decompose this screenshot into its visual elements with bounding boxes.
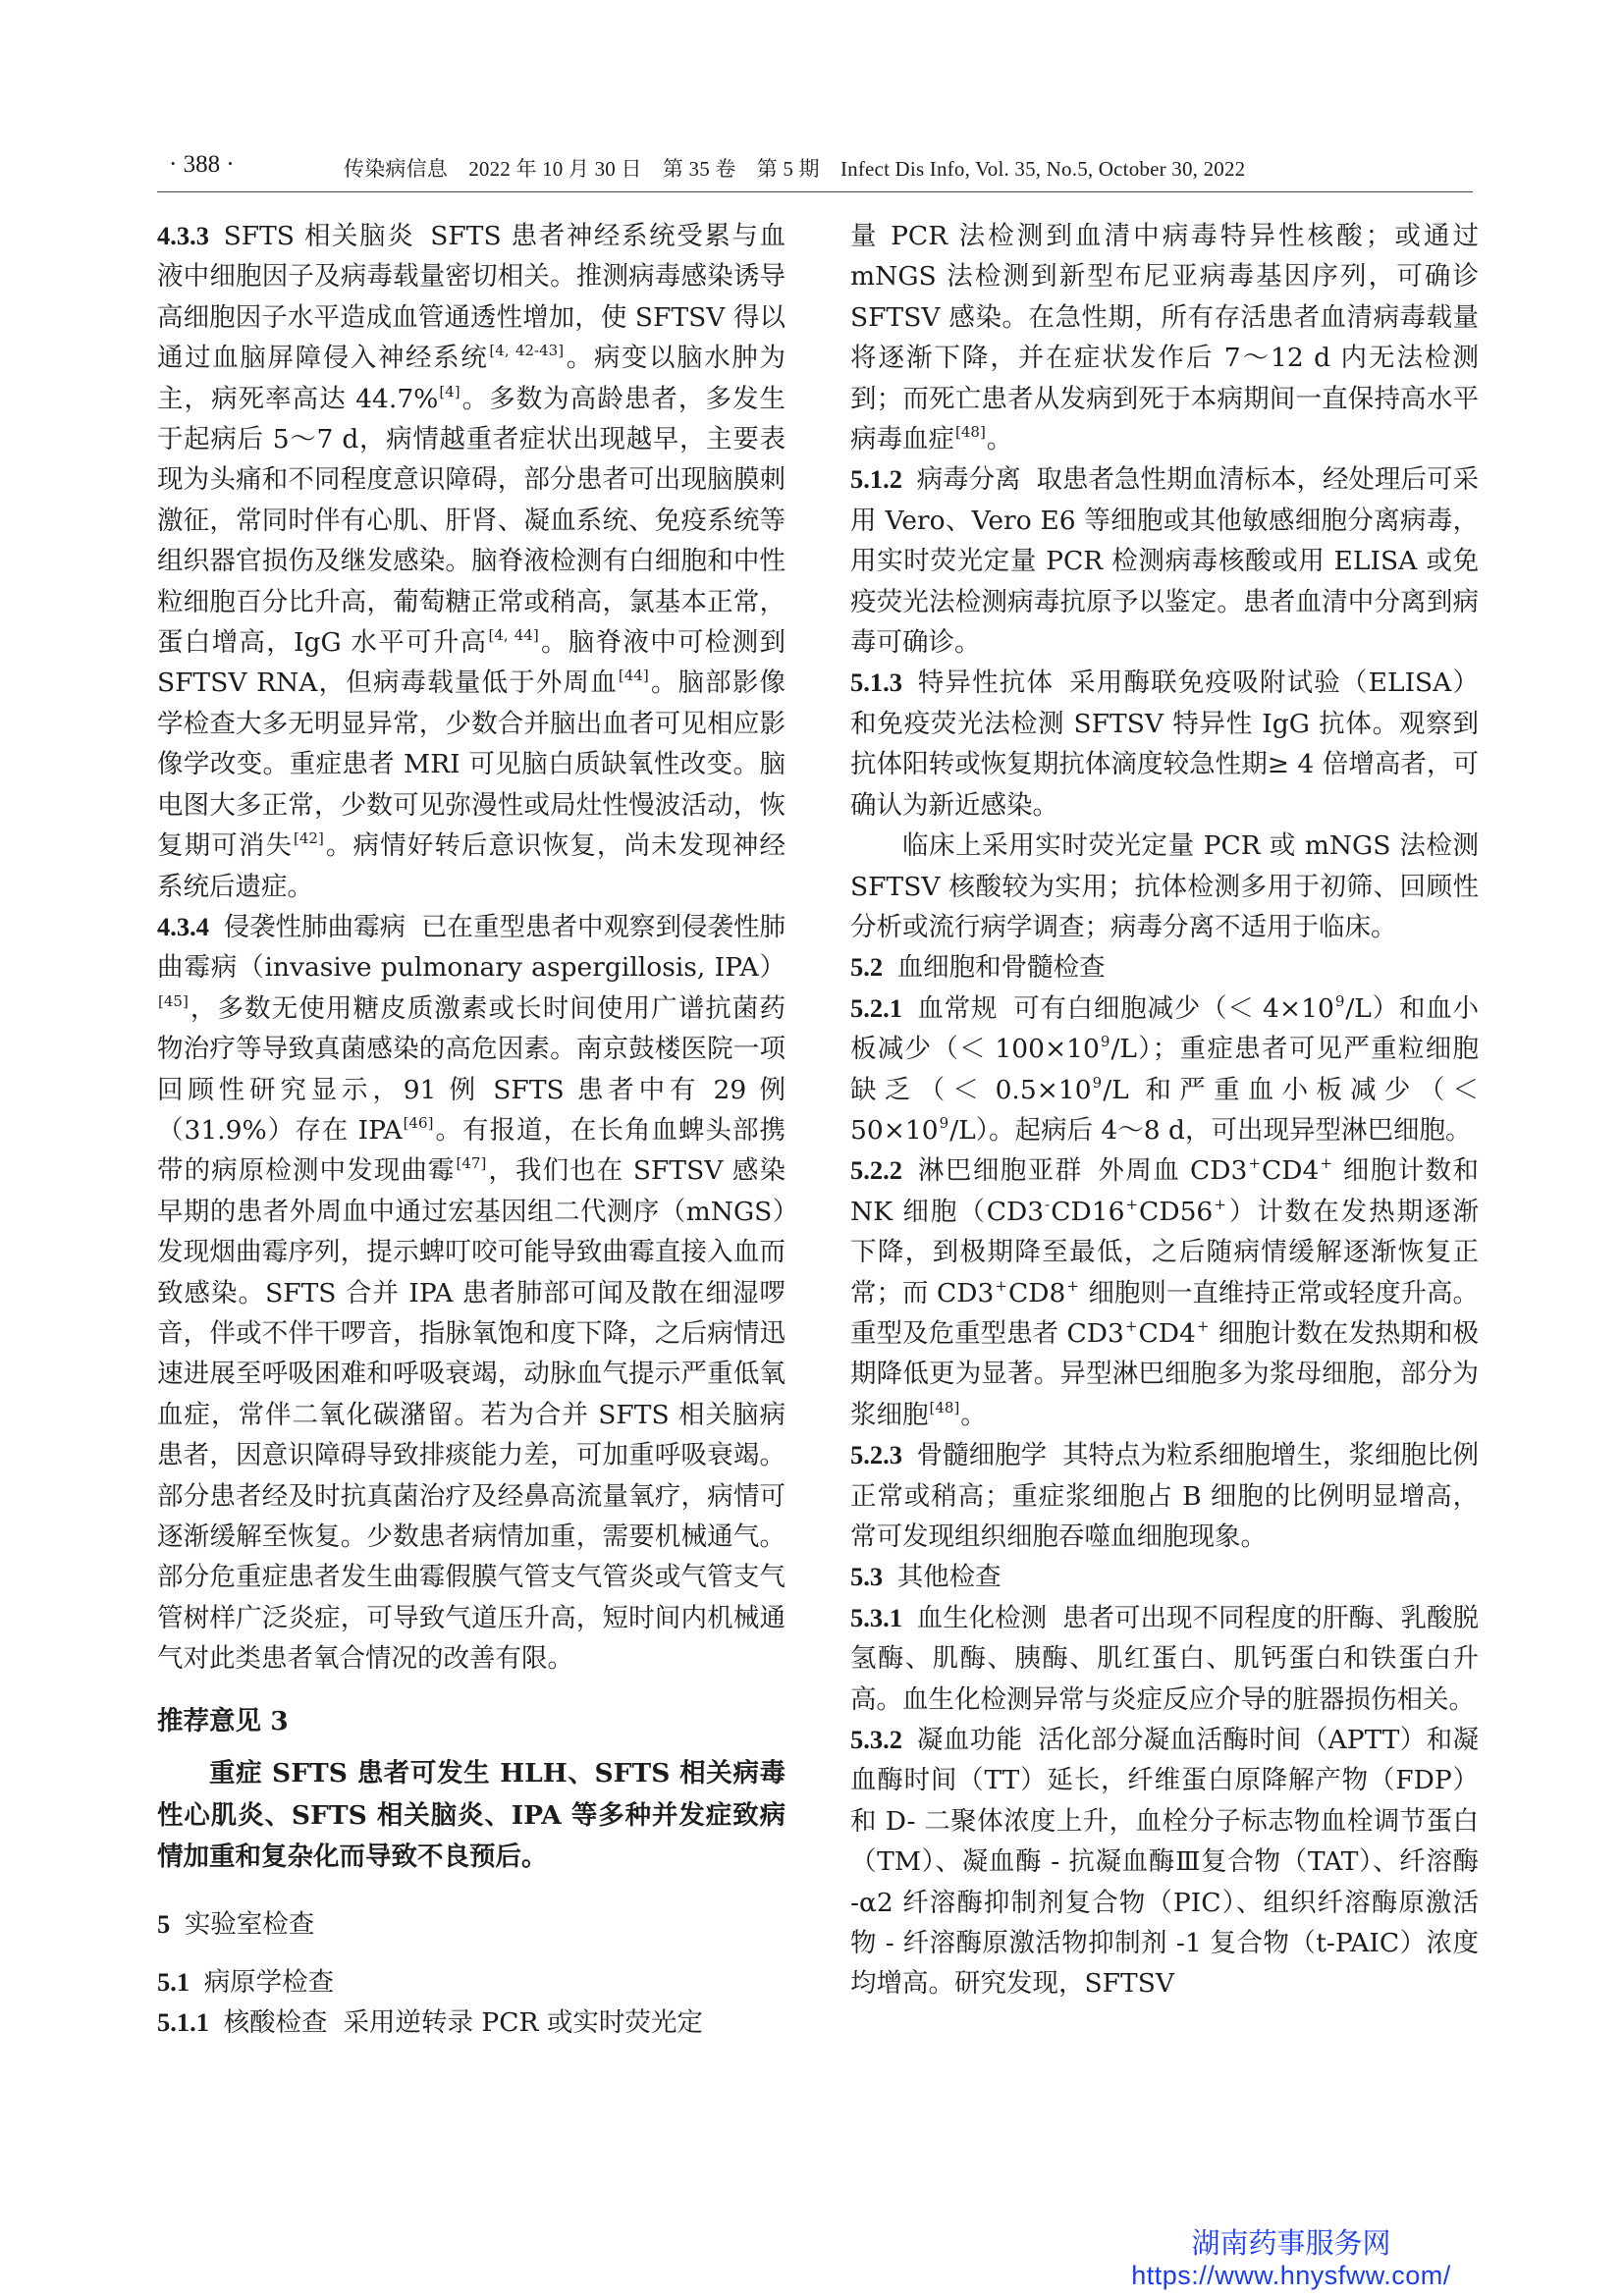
section-5-2-2: 5.2.2 淋巴细胞亚群 外周血 CD3+CD4+ 细胞计数和 NK 细胞（CD3-CD16+CD56+）计数在发热期逐渐下降，到极期降至最低，之后随病情缓解逐渐恢复正常；而 CD3+CD8+ 细胞则一直维持正常或轻度升高。重型及危重型患者 CD3+CD4+ 细胞计数在发热期和极期降低更为显著。异型淋巴细胞多为浆母细胞，部分为浆细胞[48]。 [850, 1154, 1480, 1430]
section-title: 骨髓细胞学 [916, 1440, 1048, 1471]
watermark-url: https://www.hnysfww.com/ [1131, 2261, 1451, 2290]
section-title: 血常规 [916, 992, 999, 1024]
citation: [47] [456, 1154, 487, 1173]
section-5-3-2: 5.3.2 凝血功能 活化部分凝血活酶时间（APTT）和凝血酶时间（TT）延长，纤维蛋白原降解产物（FDP）和 D- 二聚体浓度上升，血栓分子标志物血栓调节蛋白（TM）、凝血酶 - 抗凝血酶Ⅲ复合物（TAT）、纤溶酶 -α2 纤溶酶抑制剂复合物（PIC）、组织纤溶酶原激活物 - 纤溶酶原激活物抑制剂 -1 复合物（t-PAIC）浓度均增高。研究发现，SFTSV [850, 1725, 1480, 2000]
section-title: 淋巴细胞亚群 [916, 1155, 1083, 1187]
section-5-1-3: 5.1.3 特异性抗体 采用酶联免疫吸附试验（ELISA）和免疫荧光法检测 SFTSV 特异性 IgG 抗体。观察到抗体阳转或恢复期抗体滴度较急性期≥ 4 倍增高者，可确认为新近感染。 [850, 667, 1480, 821]
section-5-1-2: 5.1.2 病毒分离 取患者急性期血清标本，经处理后可采用 Vero、Vero E6 等细胞或其他敏感细胞分离病毒，用实时荧光定量 PCR 检测病毒核酸或用 ELISA 或免疫荧光法检测病毒抗原予以鉴定。患者血清中分离到病毒可确诊。 [850, 464, 1480, 659]
section-title: 病毒分离 [916, 464, 1021, 496]
citation: [45] [158, 991, 189, 1010]
section-4-3-3: 4.3.3 SFTS 相关脑炎 SFTS 患者神经系统受累与血液中细胞因子及病毒载量密切相关。推测病毒感染诱导高细胞因子水平造成血管通透性增加，使 SFTSV 得以通过血脑屏障侵入神经系统[4, 42-43]。病变以脑水肿为主，病死率高达 44.7%[4]。多数为高龄患者，多发生于起病后 5～7 d，病情越重者症状出现越早，主要表现为头痛和不同程度意识障碍，部分患者可出现脑膜刺激征，常同时伴有心肌、肝肾、凝血系统、免疫系统等组织器官损伤及继发感染。脑脊液检测有白细胞和中性粒细胞百分比升高，葡萄糖正常或稍高，氯基本正常，蛋白增高，IgG 水平可升高[4, 44]。脑脊液中可检测到 SFTSV RNA，但病毒载量低于外周血[44]。脑部影像学检查大多无明显异常，少数合并脑出血者可见相应影像学改变。重症患者 MRI 可见脑白质缺氧性改变。脑电图大多正常，少数可见弥漫性或局灶性慢波活动，恢复期可消失[42]。病情好转后意识恢复，尚未发现神经系统后遗症。 [157, 221, 786, 902]
section-title: 凝血功能 [916, 1725, 1023, 1756]
page-number: · 388 · [169, 151, 235, 178]
watermark-name: 湖南药事服务网 [1191, 2226, 1391, 2260]
section-title: 特异性抗体 [916, 667, 1055, 699]
citation: [44] [618, 667, 649, 685]
section-5-2-1: 5.2.1 血常规 可有白细胞减少（＜ 4×10$^9$/L）和血小板减少（＜ 100×10$^9$/L）；重症患者可见严重粒细胞缺乏（＜ 0.5×10$^9$/L 和严重血小板减少（＜ 50×10$^9$/L）。起病后 4～8 d，可出现异型淋巴细胞。 [850, 991, 1480, 1146]
right-column [850, 216, 1479, 2004]
section-title: 侵袭性肺曲霉病 [223, 911, 406, 942]
recommendation-body: 重症 SFTS 患者可发生 HLH、SFTS 相关病毒性心肌炎、SFTS 相关脑炎、IPA 等多种并发症致病情加重和复杂化而导致不良预后。 [157, 1758, 785, 1873]
citation: [4] [439, 382, 460, 400]
section-5-2-3: 5.2.3 骨髓细胞学 其特点为粒系细胞增生，浆细胞比例正常或稍高；重症浆细胞占 B 细胞的比例明显增高，常可发现组织细胞吞噬血细胞现象。 [850, 1440, 1480, 1552]
citation: [48] [955, 423, 986, 442]
section-5-3-heading: 5.3 其他检查 [850, 1562, 1001, 1593]
section-4-3-4: 4.3.4 侵袭性肺曲霉病 已在重型患者中观察到侵袭性肺曲霉病（invasive pulmonary aspergillosis, IPA）[45]，多数无使用糖皮质激素或长时间使用广谱抗菌药物治疗等导致真菌感染的高危因素。南京鼓楼医院一项回顾性研究显示，91 例 SFTS 患者中有 29 例（31.9%）存在 IPA[46]。有报道，在长角血蜱头部携带的病原检测中发现曲霉[47]，我们也在 SFTSV 感染早期的患者外周血中通过宏基因组二代测序（mNGS）发现烟曲霉序列，提示蜱叮咬可能导致曲霉直接入血而致感染。SFTS 合并 IPA 患者肺部可闻及散在细湿啰音，伴或不伴干啰音，指脉氧饱和度下降，之后病情迅速进展至呼吸困难和呼吸衰竭，动脉血气提示严重低氧血症，常伴二氧化碳潴留。若为合并 SFTS 相关脑病患者，因意识障碍导致排痰能力差，可加重呼吸衰竭。部分患者经及时抗真菌治疗及经鼻高流量氧疗，病情可逐渐缓解至恢复。少数患者病情加重，需要机械通气。部分危重症患者发生曲霉假膜气管支气管炎或气管支气管树样广泛炎症，可导致气道压升高，短时间内机械通气对此类患者氧合情况的改善有限。 [157, 911, 786, 1675]
citation: [42] [294, 829, 324, 848]
citation: [46] [403, 1113, 434, 1132]
section-5-1-heading: 5.1 病原学检查 [157, 1966, 335, 1998]
header-rule [157, 191, 1473, 192]
watermark [1075, 2226, 1507, 2291]
left-column [157, 216, 785, 2044]
section-title: 核酸检查 [223, 2007, 328, 2039]
section-title: SFTS 相关脑炎 [223, 221, 415, 251]
page-header [157, 147, 1473, 187]
section-5-1-1-continued: 量 PCR 法检测到血清中病毒特异性核酸；或通过 mNGS 法检测到新型布尼亚病毒基因序列，可确诊 SFTSV 感染。在急性期，所有存活患者血清病毒载量将逐渐下降，并在症状发作后 7～12 d 内无法检测到；而死亡患者从发病到死于本病期间一直保持高水平病毒血症[48]。 [850, 221, 1479, 455]
section-5-heading: 5 实验室检查 [157, 1908, 315, 1940]
citation: [4, 42-43] [489, 342, 565, 360]
recommendation-title: 推荐意见 3 [157, 1705, 289, 1736]
citation: [48] [929, 1398, 960, 1416]
section-5-3-1: 5.3.1 血生化检测 患者可出现不同程度的肝酶、乳酸脱氢酶、肌酶、胰酶、肌红蛋白、肌钙蛋白和铁蛋白升高。血生化检测异常与炎症反应介导的脏器损伤相关。 [850, 1602, 1480, 1715]
section-title: 血生化检测 [916, 1602, 1048, 1633]
section-5-1-1: 5.1.1 核酸检查 采用逆转录 PCR 或实时荧光定 [157, 2007, 703, 2039]
journal-info: 传染病信息 2022 年 10 月 30 日 第 35 卷 第 5 期 Infect Dis Info, Vol. 35, No.5, October 30, 2022 [344, 157, 1246, 181]
clinical-note-paragraph: 临床上采用实时荧光定量 PCR 或 mNGS 法检测 SFTSV 核酸较为实用；抗体检测多用于初筛、回顾性分析或流行病学调查；病毒分离不适用于临床。 [850, 830, 1479, 942]
citation: [4, 44] [488, 626, 539, 645]
section-5-2-heading: 5.2 血细胞和骨髓检查 [850, 952, 1106, 984]
